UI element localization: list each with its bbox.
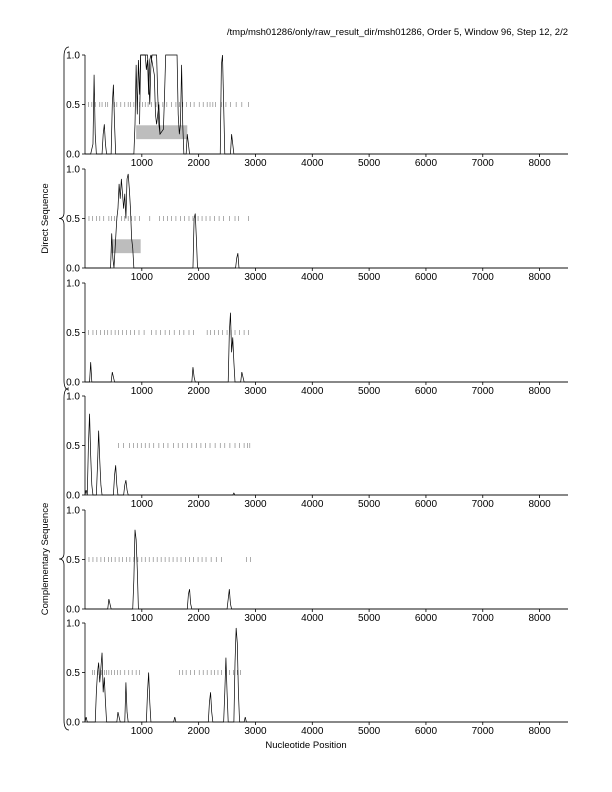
x-tick-label: 5000: [357, 726, 381, 737]
page-title: /tmp/msh01286/only/raw_result_dir/msh01286, Order 5, Window 96, Step 12, 2/2: [226, 27, 568, 38]
y-tick-label: 1.0: [66, 391, 80, 403]
x-tick-label: 6000: [414, 386, 438, 397]
y-tick-label: 0.5: [66, 668, 80, 679]
x-tick-label: 2000: [187, 726, 210, 737]
y-tick-label: 1.0: [66, 278, 80, 290]
x-tick-label: 2000: [187, 386, 210, 397]
x-tick-label: 5000: [357, 386, 381, 397]
x-tick-label: 2000: [187, 272, 210, 283]
y-tick-label: 1.0: [66, 50, 80, 62]
x-tick-label: 8000: [528, 499, 551, 510]
x-tick-label: 1000: [130, 158, 153, 169]
x-tick-label: 2000: [187, 613, 210, 624]
y-tick-label: 0.5: [66, 328, 80, 339]
y-tick-label: 1.0: [66, 618, 80, 630]
x-tick-label: 7000: [471, 613, 494, 624]
x-tick-label: 7000: [471, 386, 494, 397]
x-tick-label: 3000: [244, 272, 267, 283]
x-tick-label: 3000: [244, 726, 267, 737]
panel-5: [66, 506, 568, 625]
y-tick-label: 0.0: [66, 377, 80, 389]
x-tick-label: 6000: [414, 499, 438, 510]
panel-1: [66, 51, 568, 170]
x-tick-label: 8000: [528, 386, 551, 397]
x-axis-label: Nucleotide Position: [265, 740, 347, 751]
y-tick-label: 0.5: [66, 555, 80, 566]
panel-6: [66, 619, 568, 738]
x-tick-label: 5000: [357, 158, 381, 169]
y-tick-label: 0.5: [66, 214, 80, 225]
x-tick-label: 6000: [414, 158, 438, 169]
panel-3: [66, 279, 568, 398]
group-label: Direct Sequence: [40, 183, 51, 254]
group-label: Complementary Sequence: [40, 502, 51, 616]
x-tick-label: 1000: [130, 386, 153, 397]
x-tick-label: 2000: [187, 158, 210, 169]
x-tick-label: 5000: [357, 499, 381, 510]
y-tick-label: 0.0: [66, 263, 80, 275]
x-tick-label: 3000: [244, 386, 267, 397]
x-tick-label: 8000: [528, 158, 551, 169]
x-tick-label: 6000: [414, 272, 438, 283]
x-tick-label: 1000: [130, 499, 153, 510]
y-tick-label: 1.0: [66, 505, 80, 517]
y-tick-label: 0.5: [66, 100, 80, 111]
panel-2: [66, 165, 568, 284]
series-line-1: [85, 174, 568, 268]
x-tick-label: 8000: [528, 726, 551, 737]
x-tick-label: 3000: [244, 499, 267, 510]
y-tick-label: 0.0: [66, 717, 80, 729]
x-tick-label: 7000: [471, 158, 494, 169]
x-tick-label: 2000: [187, 499, 210, 510]
panel-4: [66, 392, 568, 511]
x-tick-label: 1000: [130, 272, 153, 283]
y-tick-label: 1.0: [66, 164, 80, 176]
x-tick-label: 5000: [357, 272, 381, 283]
x-tick-label: 3000: [244, 158, 267, 169]
x-tick-label: 4000: [301, 386, 324, 397]
y-tick-label: 0.0: [66, 490, 80, 502]
series-line-1: [85, 628, 568, 722]
x-tick-label: 7000: [471, 499, 494, 510]
x-tick-label: 7000: [471, 726, 494, 737]
x-tick-label: 6000: [414, 726, 438, 737]
x-tick-label: 8000: [528, 613, 551, 624]
x-tick-label: 4000: [301, 158, 324, 169]
x-tick-label: 7000: [471, 272, 494, 283]
x-tick-label: 1000: [130, 613, 153, 624]
x-tick-label: 1000: [130, 726, 153, 737]
y-tick-label: 0.0: [66, 149, 80, 161]
series-line-1: [85, 530, 568, 609]
x-tick-label: 4000: [301, 499, 324, 510]
series-line-1: [85, 414, 568, 495]
x-tick-label: 6000: [414, 613, 438, 624]
series-line-1: [85, 313, 568, 382]
x-tick-label: 5000: [357, 613, 381, 624]
x-tick-label: 4000: [301, 726, 324, 737]
y-tick-label: 0.0: [66, 604, 80, 616]
y-tick-label: 0.5: [66, 441, 80, 452]
x-tick-label: 8000: [528, 272, 551, 283]
x-tick-label: 4000: [301, 613, 324, 624]
x-tick-label: 4000: [301, 272, 324, 283]
x-tick-label: 3000: [244, 613, 267, 624]
